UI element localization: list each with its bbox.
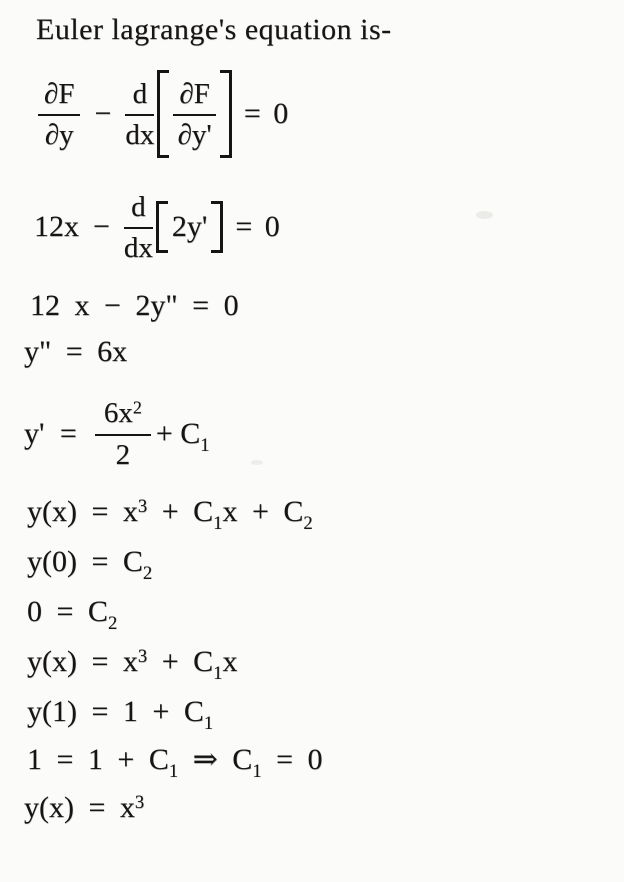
fraction-denominator: ∂y: [44, 118, 74, 151]
equation-reduced-solution: [27, 644, 624, 684]
subscript: 1: [168, 760, 179, 782]
subscript: 1: [200, 434, 210, 456]
page-title: Euler lagrange's equation is-: [36, 13, 392, 46]
fraction-denominator: 2: [115, 439, 131, 471]
subscript: 2: [142, 562, 153, 584]
subscript: 2: [303, 512, 313, 534]
math-text: 1 = 1 + C: [27, 743, 169, 776]
fraction-denominator: ∂y': [177, 118, 212, 151]
math-text: ⇒ C: [178, 743, 253, 776]
equation-final-solution: [24, 790, 624, 826]
fraction-dF-dy-prime: [173, 78, 215, 151]
subscript: 2: [107, 612, 118, 634]
fraction-denominator: dx: [125, 118, 155, 151]
superscript: 3: [137, 646, 148, 668]
math-text: y(x) = x: [27, 495, 138, 528]
term-2y-prime: 2y': [171, 210, 208, 243]
term-plus-c1: [155, 417, 210, 456]
math-text: 12 x − 2y" = 0: [30, 289, 239, 322]
equation-euler-lagrange: [38, 70, 624, 158]
fraction-dF-dy: [38, 78, 80, 151]
subscript: 1: [213, 512, 223, 534]
math-text: y(0) = C: [27, 545, 143, 578]
fraction-numerator: d: [124, 191, 153, 229]
fraction-6x2-over-2: [95, 397, 151, 471]
equals-zero: = 0: [243, 97, 289, 130]
equation-y-at-1: [27, 694, 624, 734]
term-12x: 12x: [34, 210, 79, 243]
subscript: 1: [203, 712, 214, 734]
fraction-numerator: ∂F: [173, 78, 215, 116]
superscript: 3: [137, 496, 148, 518]
minus-operator: −: [94, 97, 112, 130]
equation-expanded: [30, 288, 624, 324]
math-text: + C: [147, 495, 214, 528]
equation-y-at-0: [27, 544, 624, 584]
minus-operator: −: [93, 210, 110, 243]
math-text: = 0: [261, 743, 323, 776]
right-bracket: [211, 201, 223, 253]
fraction-numerator: ∂F: [38, 78, 80, 116]
fraction-d-dx: [125, 78, 154, 151]
math-text: x + C: [222, 495, 304, 528]
math-text: 0 = C: [27, 595, 108, 628]
term-y-prime-equals: y' =: [24, 417, 77, 450]
equation-c1-value: [27, 742, 624, 782]
equation-second-derivative: [24, 334, 624, 370]
right-bracket: [220, 70, 232, 158]
math-text: + C: [155, 417, 201, 450]
equation-general-solution: [27, 494, 624, 534]
math-text: x: [222, 645, 238, 678]
equation-c2-value: [27, 594, 624, 634]
left-bracket: [156, 201, 168, 253]
fraction-numerator: [95, 397, 151, 436]
left-bracket: [157, 70, 169, 158]
math-text: y" = 6x: [24, 335, 128, 368]
fraction-d-dx: [124, 191, 153, 264]
math-text: 6x: [103, 397, 133, 429]
superscript: 3: [134, 792, 145, 814]
math-text: y(x) = x: [24, 791, 135, 824]
fraction-numerator: d: [125, 78, 154, 116]
equals-zero: = 0: [235, 210, 280, 243]
math-text: y(x) = x: [27, 645, 138, 678]
fraction-denominator: dx: [123, 231, 153, 264]
equation-first-integral: [24, 394, 624, 474]
superscript: 2: [132, 397, 142, 418]
subscript: 1: [213, 662, 223, 684]
subscript: 1: [252, 760, 262, 782]
math-text: + C: [147, 645, 214, 678]
equation-substituted: [34, 190, 624, 264]
math-text: y(1) = 1 + C: [27, 695, 204, 728]
